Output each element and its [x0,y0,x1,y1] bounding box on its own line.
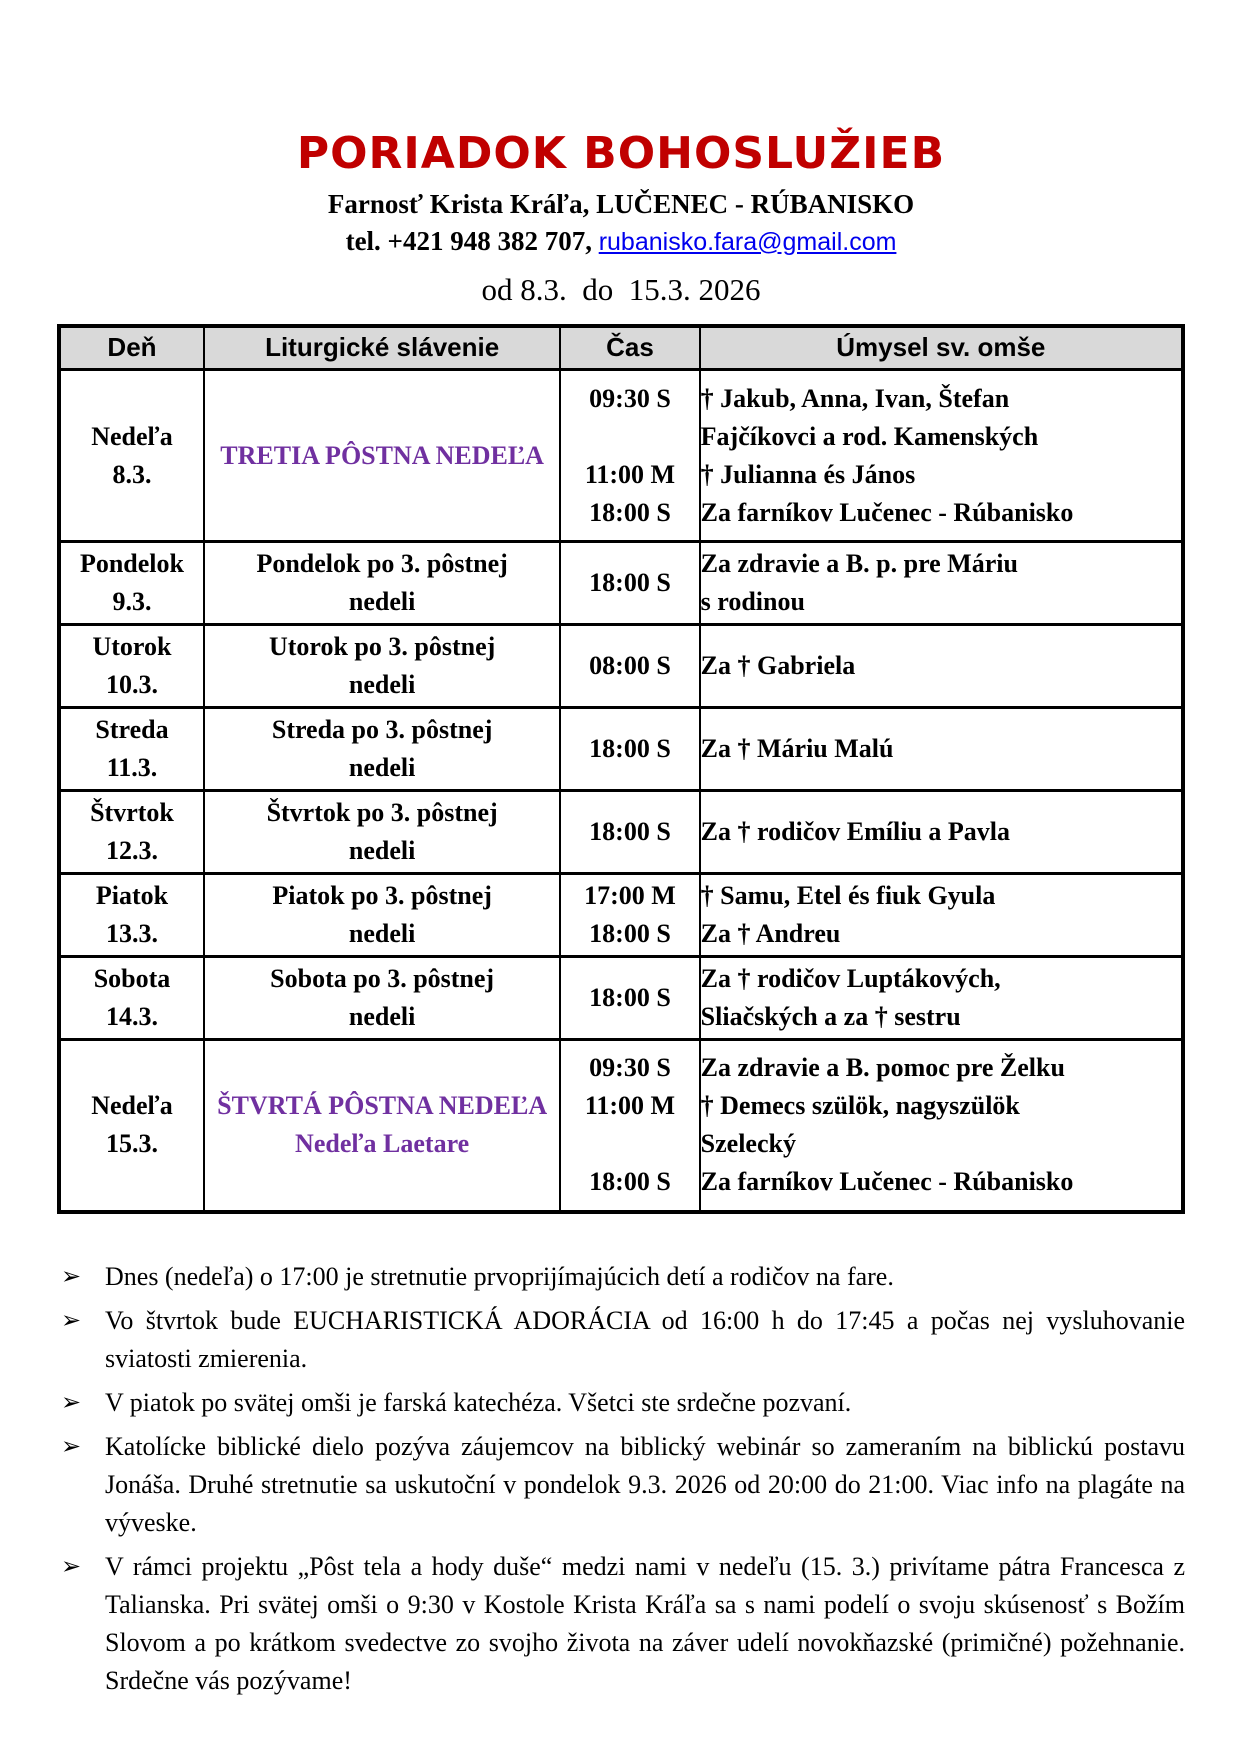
time-line: 18:00 S [589,1167,671,1197]
intention-lines [701,647,1181,685]
page-title: PORIADOK BOHOSLUŽIEB [296,128,946,179]
day-line: 14.3. [105,1002,158,1032]
time-line: 18:00 S [589,983,671,1013]
day-cell [59,957,204,1040]
day-cell [59,542,204,625]
intention-lines [701,730,1181,768]
intention-line: Za † Andreu [700,919,841,949]
schedule-row [59,1040,1183,1212]
day-line: Piatok [95,881,169,911]
intention-cell [700,370,1183,542]
schedule-row [59,542,1183,625]
time-cell [560,1040,699,1212]
intention-line: Za † Gabriela [700,651,856,681]
time-lines [561,730,698,768]
time-line: 11:00 M [584,1091,676,1121]
day-line: Štvrtok [90,798,174,828]
announcement-text: V rámci projektu „Pôst tela a hody duše“ medzi nami v nedeľu (15. 3.) privítame pátra Francesca z Talianska. Pri svätej omši o 9:30 v Kostole Krista Kráľa sa s nami podelí o svoju skúsenosť s Božím Slovom a po krátkom svedectve zo svojho života na záver udelí novokňazské (primičné) požehnanie. Srdečne vás pozývame! [105,1551,1185,1695]
column-header-day: Deň [59,326,204,370]
intention-lines [701,960,1181,1036]
announcement-item [57,1302,1185,1378]
day-cell [59,791,204,874]
document-header [57,130,1185,308]
intention-cell [700,1040,1183,1212]
intention-line: Sliačských a za † sestru [700,1002,961,1032]
announcement-item [57,1384,1185,1422]
table-header-row [59,326,1183,370]
announcement-text: Vo štvrtok bude EUCHARISTICKÁ ADORÁCIA od 16:00 h do 17:45 a počas nej vysluhovanie sviatosti zmierenia. [105,1305,1185,1373]
intention-cell [700,542,1183,625]
liturgy-cell [204,1040,560,1212]
time-line: 09:30 S [589,383,671,413]
day-cell [59,708,204,791]
liturgy-cell [204,542,560,625]
liturgy-lines [205,628,559,704]
announcement-item [57,1548,1185,1700]
time-lines [561,564,698,602]
day-line: 12.3. [105,836,158,866]
day-line: 9.3. [112,587,152,617]
phone-number: tel. +421 948 382 707, [345,225,599,256]
liturgy-lines [205,794,559,870]
time-lines [561,1049,698,1201]
intention-line: Za farníkov Lučenec - Rúbanisko [700,1167,1074,1197]
intention-lines [701,813,1181,851]
day-lines [61,711,203,787]
intention-line: Za zdravie a B. p. pre Máriu [700,549,1018,579]
day-line: Sobota [93,964,171,994]
time-line: 09:30 S [589,1053,671,1083]
intention-line: Za † rodičov Emíliu a Pavla [700,817,1011,847]
time-line: 18:00 S [589,817,671,847]
schedule-row [59,370,1183,542]
day-line: 10.3. [105,670,158,700]
time-lines [561,813,698,851]
liturgy-line: nedeli [348,670,416,700]
time-cell [560,708,699,791]
intention-lines [701,1049,1181,1201]
day-lines [61,877,203,953]
liturgy-line: nedeli [348,587,416,617]
time-cell [560,791,699,874]
liturgy-cell [204,708,560,791]
liturgy-line: Nedeľa Laetare [295,1129,470,1159]
intention-cell [700,957,1183,1040]
intention-line: Szelecký [700,1129,796,1159]
arrow-bullet-icon: ➢ [61,1553,82,1580]
arrow-bullet-icon: ➢ [61,1307,82,1334]
schedule-row [59,791,1183,874]
day-lines [61,545,203,621]
intention-line: Za farníkov Lučenec - Rúbanisko [700,497,1074,527]
email-link[interactable]: rubanisko.fara@gmail.com [598,227,897,256]
intention-line: s rodinou [700,587,805,617]
time-line: 17:00 M [584,881,676,911]
announcement-text: Katolícke biblické dielo pozýva záujemcov na biblický webinár so zameraním na biblickú postavu Jonáša. Druhé stretnutie sa uskutoční v pondelok 9.3. 2026 od 20:00 do 21:00. Viac info na plagáte na výveske. [105,1431,1185,1537]
day-cell [59,1040,204,1212]
schedule-row [59,708,1183,791]
parish-name: Farnosť Krista Kráľa, LUČENEC - RÚBANISKO [327,189,915,220]
time-line [561,1125,698,1163]
liturgy-lines [205,877,559,953]
liturgy-line: nedeli [348,1002,416,1032]
intention-line: † Samu, Etel és fiuk Gyula [700,881,996,911]
day-lines [61,1087,203,1163]
time-lines [561,380,698,532]
liturgy-line: Sobota po 3. pôstnej [270,964,495,994]
liturgy-line: Streda po 3. pôstnej [271,715,493,745]
intention-cell [700,625,1183,708]
time-line: 08:00 S [589,651,671,681]
intention-cell [700,874,1183,957]
date-range: od 8.3. do 15.3. 2026 [481,271,761,307]
time-line: 18:00 S [589,568,671,598]
day-lines [61,628,203,704]
time-line: 18:00 S [589,497,671,527]
intention-line: † Demecs szülök, nagyszülök [700,1091,1020,1121]
column-header-intention: Úmysel sv. omše [700,326,1183,370]
liturgy-lines [205,545,559,621]
liturgy-cell [204,957,560,1040]
day-cell [59,625,204,708]
liturgy-line: nedeli [348,753,416,783]
day-line: 11.3. [106,753,158,783]
day-lines [61,960,203,1036]
intention-lines [701,877,1181,953]
liturgy-line: Pondelok po 3. pôstnej [256,549,508,579]
time-line: 18:00 S [589,734,671,764]
column-header-time: Čas [560,326,699,370]
intention-cell [700,791,1183,874]
schedule-row [59,957,1183,1040]
liturgy-cell [204,874,560,957]
day-line: Nedeľa [91,1091,173,1121]
announcement-text: V piatok po svätej omši je farská katechéza. Všetci ste srdečne pozvaní. [105,1387,852,1417]
schedule-table-body [59,370,1183,1212]
liturgy-cell [204,791,560,874]
time-cell [560,625,699,708]
day-line: Streda [95,715,169,745]
schedule-row [59,625,1183,708]
day-cell [59,874,204,957]
day-line: Utorok [92,632,172,662]
day-lines [61,418,203,494]
mass-schedule-table [57,324,1185,1214]
intention-cell [700,708,1183,791]
intention-lines [701,380,1181,532]
arrow-bullet-icon: ➢ [61,1263,82,1290]
liturgy-line: Štvrtok po 3. pôstnej [266,798,498,828]
schedule-row [59,874,1183,957]
time-cell [560,542,699,625]
announcements-list [57,1258,1185,1700]
day-lines [61,794,203,870]
intention-line: Za zdravie a B. pomoc pre Želku [700,1053,1065,1083]
time-line [561,418,698,456]
day-line: Pondelok [79,549,184,579]
liturgy-lines [205,1087,559,1163]
day-line: 15.3. [105,1129,158,1159]
liturgy-line: TRETIA PÔSTNA NEDEĽA [220,440,544,470]
intention-line: † Julianna és János [700,459,916,489]
liturgy-line: ŠTVRTÁ PÔSTNA NEDEĽA [217,1091,548,1121]
column-header-liturgy: Liturgické slávenie [204,326,560,370]
arrow-bullet-icon: ➢ [61,1389,82,1416]
time-lines [561,979,698,1017]
announcement-item [57,1428,1185,1542]
day-line: 8.3. [112,459,152,489]
arrow-bullet-icon: ➢ [61,1433,82,1460]
intention-lines [701,545,1181,621]
liturgy-line: Piatok po 3. pôstnej [272,881,492,911]
intention-line: † Jakub, Anna, Ivan, Štefan [700,383,1010,413]
liturgy-line: nedeli [348,836,416,866]
liturgy-cell [204,625,560,708]
liturgy-lines [205,960,559,1036]
announcement-text: Dnes (nedeľa) o 17:00 je stretnutie prvoprijímajúcich detí a rodičov na fare. [105,1261,894,1291]
time-cell [560,874,699,957]
liturgy-lines [205,711,559,787]
time-line: 11:00 M [584,459,676,489]
time-cell [560,370,699,542]
day-line: 13.3. [105,919,158,949]
time-cell [560,957,699,1040]
announcement-item [57,1258,1185,1296]
intention-line: Fajčíkovci a rod. Kamenských [700,421,1039,451]
liturgy-line: nedeli [348,919,416,949]
intention-line: Za † rodičov Luptákových, [700,964,1001,994]
intention-line: Za † Máriu Malú [700,734,894,764]
time-lines [561,877,698,953]
day-cell [59,370,204,542]
liturgy-lines [205,437,559,475]
day-line: Nedeľa [91,421,173,451]
time-lines [561,647,698,685]
contact-line [57,223,1185,260]
liturgy-line: Utorok po 3. pôstnej [268,632,496,662]
time-line: 18:00 S [589,919,671,949]
liturgy-cell [204,370,560,542]
